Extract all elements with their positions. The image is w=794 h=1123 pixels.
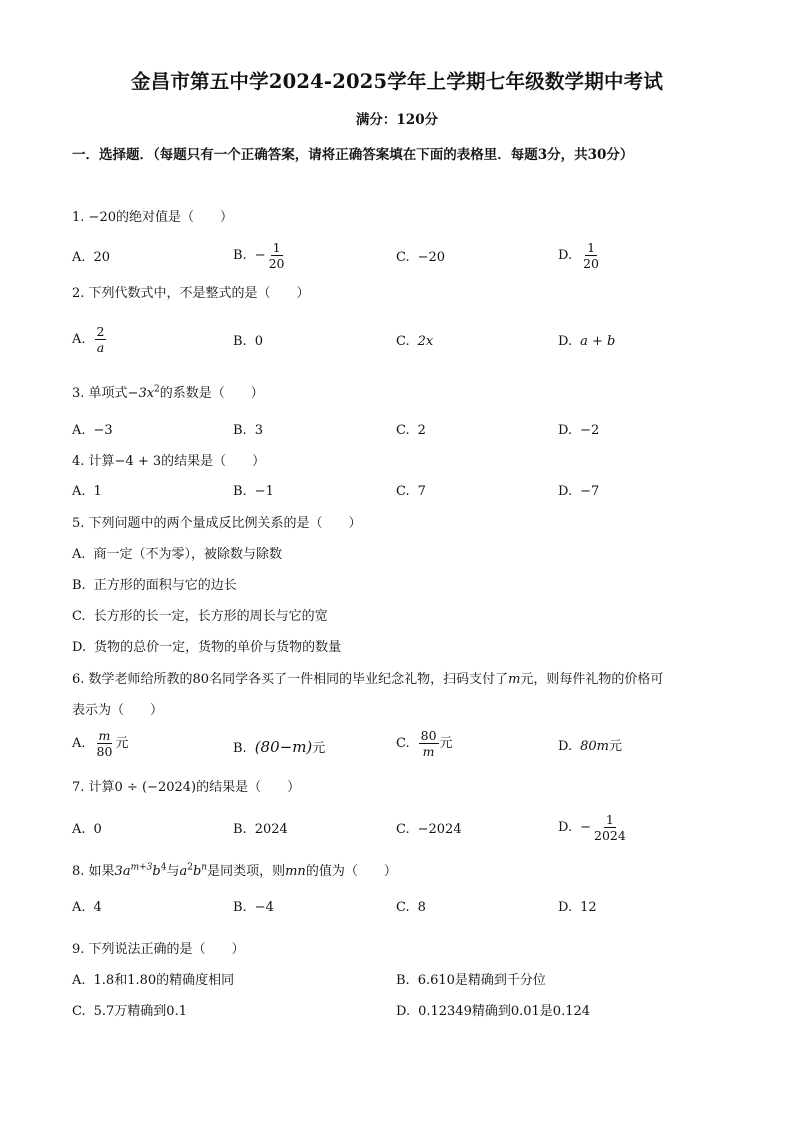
q3-option-b: B. 3 <box>233 423 263 438</box>
question-6-continued: 表示为（ ） <box>72 703 164 718</box>
question-2: 2. 下列代数式中，不是整式的是（ ） <box>72 286 310 301</box>
q1-option-b: B. − $\frac{1}{20}$ <box>233 240 285 271</box>
question-4: 4. 计算−4 + 3的结果是（ ） <box>72 454 266 469</box>
q9-option-a: A. 1.8和1.80的精确度相同 <box>72 973 235 988</box>
q9-option-b: B. 6.610是精确到千分位 <box>396 973 546 988</box>
question-6: 6. 数学老师给所教的80名同学各买了一件相同的毕业纪念礼物，扫码支付了m元，则每件礼物的价格可 <box>72 672 664 687</box>
q4-option-d: D. −7 <box>558 484 600 499</box>
question-5: 5. 下列问题中的两个量成反比例关系的是（ ） <box>72 516 362 531</box>
q5-option-c: C. 长方形的长一定，长方形的周长与它的宽 <box>72 609 328 624</box>
q6-option-c: C. $\frac{80}{m}$ 元 <box>396 728 453 759</box>
q3-option-d: D. −2 <box>558 423 600 438</box>
q1-option-a: A. 20 <box>72 250 111 265</box>
q6-option-d: D. 80m元 <box>558 739 622 754</box>
q5-option-a: A. 商一定（不为零），被除数与除数 <box>72 547 283 562</box>
q1-option-c: C. −20 <box>396 250 446 265</box>
q4-option-c: C. 7 <box>396 484 426 499</box>
q7-option-c: C. −2024 <box>396 822 462 837</box>
q3-option-a: A. −3 <box>72 423 113 438</box>
q7-option-d: D. − $\frac{1}{2024}$ <box>558 812 626 843</box>
question-9: 9. 下列说法正确的是（ ） <box>72 942 245 957</box>
q7-option-b: B. 2024 <box>233 822 288 837</box>
full-score: 满分：120分 <box>355 112 439 128</box>
q5-option-b: B. 正方形的面积与它的边长 <box>72 578 237 593</box>
q6-option-a: A. $\frac{m}{80}$ 元 <box>72 728 129 759</box>
q2-option-a: A. $\frac{2}{a}$ <box>72 324 105 355</box>
q2-option-c: C. 2x <box>396 334 434 349</box>
q9-option-c: C. 5.7万精确到0.1 <box>72 1004 187 1019</box>
q4-option-a: A. 1 <box>72 484 102 499</box>
question-7: 7. 计算0 ÷ (−2024)的结果是（ ） <box>72 780 301 795</box>
q8-option-c: C. 8 <box>396 900 426 915</box>
q1-option-d: D. $\frac{1}{20}$ <box>558 240 599 271</box>
q8-option-a: A. 4 <box>72 900 102 915</box>
section-heading: 一．选择题．（每题只有一个正确答案，请将正确答案填在下面的表格里．每题3分，共30分） <box>72 147 634 163</box>
q7-option-a: A. 0 <box>72 822 102 837</box>
page-title: 金昌市第五中学2024-2025学年上学期七年级数学期中考试 <box>130 70 664 93</box>
q2-option-d: D. a + b <box>558 334 616 349</box>
q8-option-b: B. −4 <box>233 900 274 915</box>
q3-option-c: C. 2 <box>396 423 426 438</box>
question-8: 8. 如果$3a^{m+3}b^4$与$a^2b^n$是同类项，则mn的值为（ ） <box>72 862 397 879</box>
q8-option-d: D. 12 <box>558 900 597 915</box>
q4-option-b: B. −1 <box>233 484 274 499</box>
q6-option-b: B. (80−m)元 <box>233 738 326 756</box>
question-3: 3. 单项式$-3x^2$的系数是（ ） <box>72 384 264 401</box>
question-1: 1. −20的绝对值是（ ） <box>72 210 233 225</box>
q9-option-d: D. 0.12349精确到0.01是0.124 <box>396 1004 591 1019</box>
q2-option-b: B. 0 <box>233 334 263 349</box>
q5-option-d: D. 货物的总价一定，货物的单价与货物的数量 <box>72 640 342 655</box>
